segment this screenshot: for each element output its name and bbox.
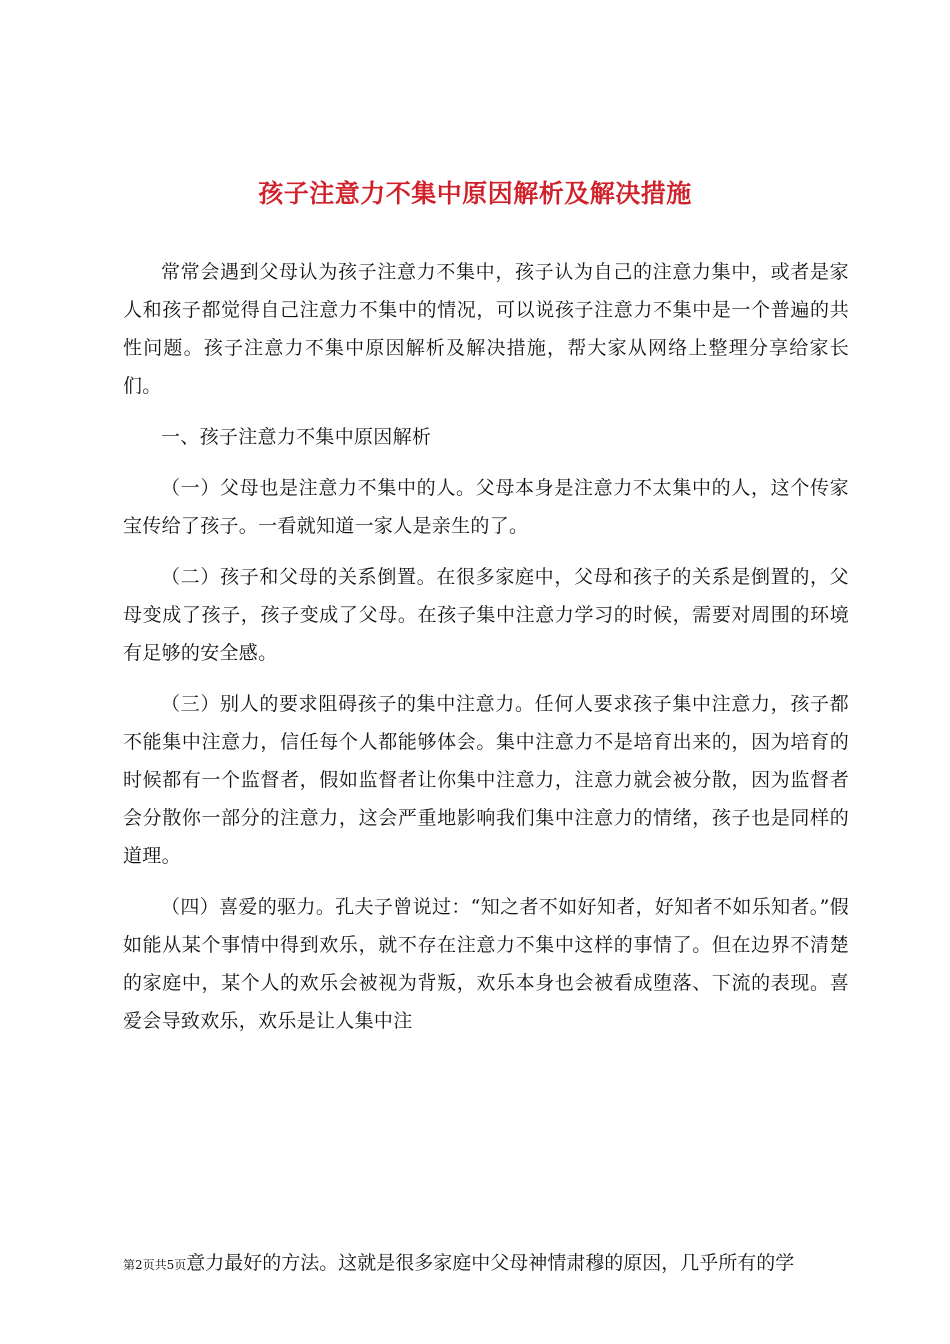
paragraph-reason-2: （二）孩子和父母的关系倒置。在很多家庭中，父母和孩子的关系是倒置的，父母变成了孩子，孩子变成了父母。在孩子集中注意力学习的时候，需要对周围的环境有足够的安全感。 (123, 566, 849, 664)
page-footer (123, 1250, 863, 1278)
continuation-text: 意力最好的方法。这就是很多家庭中父母神情肃穆的原因，几乎所有的学 (186, 1252, 795, 1274)
document-body (123, 253, 849, 1053)
paragraph-reason-1: （一）父母也是注意力不集中的人。父母本身是注意力不太集中的人，这个传家宝传给了孩子。一看就知道一家人是亲生的了。 (123, 477, 849, 537)
paragraph-reason-3: （三）别人的要求阻碍孩子的集中注意力。任何人要求孩子集中注意力，孩子都不能集中注意力，信任每个人都能够体会。集中注意力不是培育出来的，因为培育的时候都有一个监督者，假如监督者让你集中注意力，注意力就会被分散，因为监督者会分散你一部分的注意力，这会严重地影响我们集中注意力的情绪，孩子也是同样的道理。 (123, 693, 849, 867)
page-counter: 第2页共5页 (123, 1258, 187, 1272)
section-heading: 一、孩子注意力不集中原因解析 (161, 426, 432, 448)
paragraph-reason-4: （四）喜爱的驱力。孔夫子曾说过：“知之者不如好知者，好知者不如乐知者。”假如能从某个事情中得到欢乐，就不存在注意力不集中这样的事情了。但在边界不清楚的家庭中，某个人的欢乐会被视为背叛，欢乐本身也会被看成堕落、下流的表现。喜爱会导致欢乐，欢乐是让人集中注 (123, 896, 849, 1032)
paragraph-intro: 常常会遇到父母认为孩子注意力不集中，孩子认为自己的注意力集中，或者是家人和孩子都觉得自己注意力不集中的情况，可以说孩子注意力不集中是一个普遍的共性问题。孩子注意力不集中原因解析及解决措施，帮大家从网络上整理分享给家长们。 (123, 261, 849, 397)
page-title: 孩子注意力不集中原因解析及解决措施 (258, 178, 692, 208)
